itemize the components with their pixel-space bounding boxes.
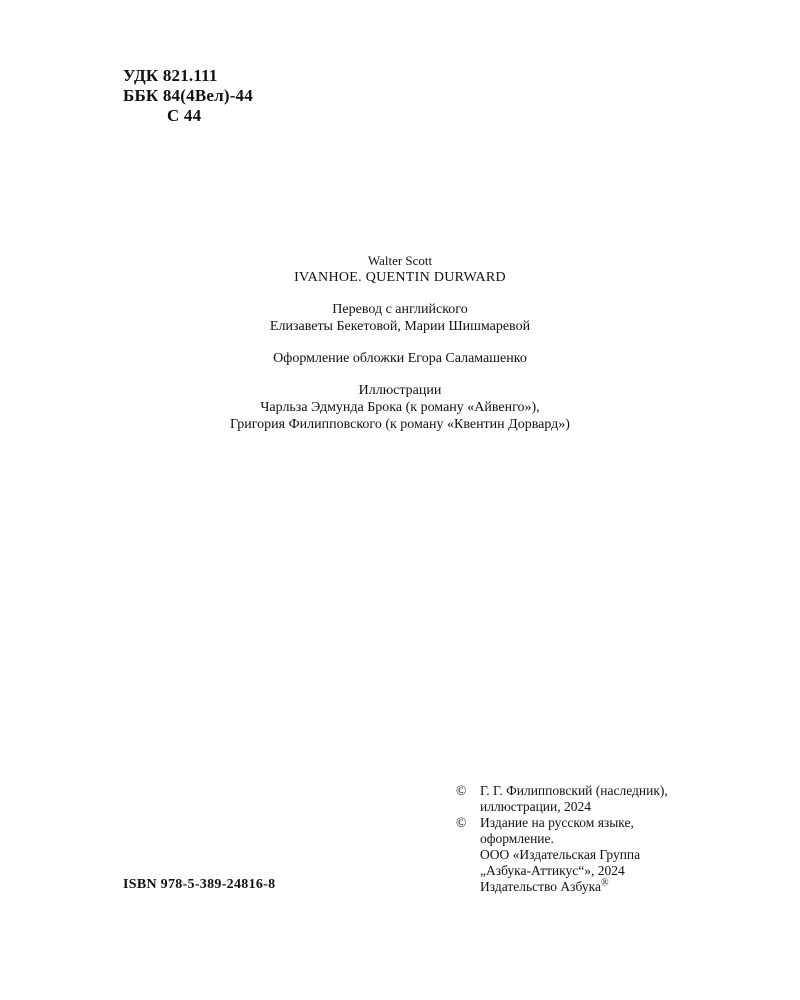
bbk-code: ББК 84(4Вел)-44 bbox=[123, 86, 253, 105]
illustrations-group bbox=[0, 382, 800, 433]
copyright-line: иллюстрации, 2024 bbox=[480, 799, 592, 814]
illustrator-1: Чарльза Эдмунда Брока (к роману «Айвенго»), bbox=[260, 400, 540, 415]
original-author: Walter Scott bbox=[367, 253, 433, 268]
author-mark: С 44 bbox=[167, 106, 202, 125]
credits-block bbox=[0, 252, 800, 448]
registered-trademark-icon: ® bbox=[600, 877, 609, 889]
copyright-line: Издание на русском языке, bbox=[480, 815, 634, 830]
translators: Елизаветы Бекетовой, Марии Шишмаревой bbox=[269, 319, 531, 334]
copyright-block bbox=[456, 783, 668, 895]
copyright-line: оформление. bbox=[480, 831, 554, 846]
illustrations-label: Иллюстрации bbox=[358, 383, 442, 398]
copyright-line: „Азбука-Аттикус“», 2024 bbox=[480, 863, 625, 878]
classification-block bbox=[123, 66, 253, 126]
copyright-entry-edition bbox=[456, 815, 668, 895]
publisher-line bbox=[480, 879, 640, 895]
original-title-group bbox=[0, 252, 800, 286]
copyright-icon: © bbox=[456, 815, 467, 830]
original-title: IVANHOE. QUENTIN DURWARD bbox=[294, 270, 506, 285]
copyright-icon: © bbox=[456, 783, 467, 798]
publisher-name: Издательство Азбука bbox=[480, 879, 601, 894]
cover-design-group bbox=[0, 350, 800, 367]
cover-design: Оформление обложки Егора Саламашенко bbox=[273, 351, 527, 366]
copyright-line: Г. Г. Филипповский (наследник), bbox=[480, 783, 668, 798]
translation-label: Перевод с английского bbox=[332, 302, 468, 317]
isbn: ISBN 978-5-389-24816-8 bbox=[123, 877, 276, 892]
udk-code: УДК 821.111 bbox=[123, 66, 218, 85]
illustrator-2: Григория Филипповского (к роману «Квентин Дорвард») bbox=[230, 417, 570, 432]
translation-group bbox=[0, 301, 800, 335]
copyright-entry-illustrations bbox=[456, 783, 668, 815]
copyright-line: ООО «Издательская Группа bbox=[480, 847, 641, 862]
